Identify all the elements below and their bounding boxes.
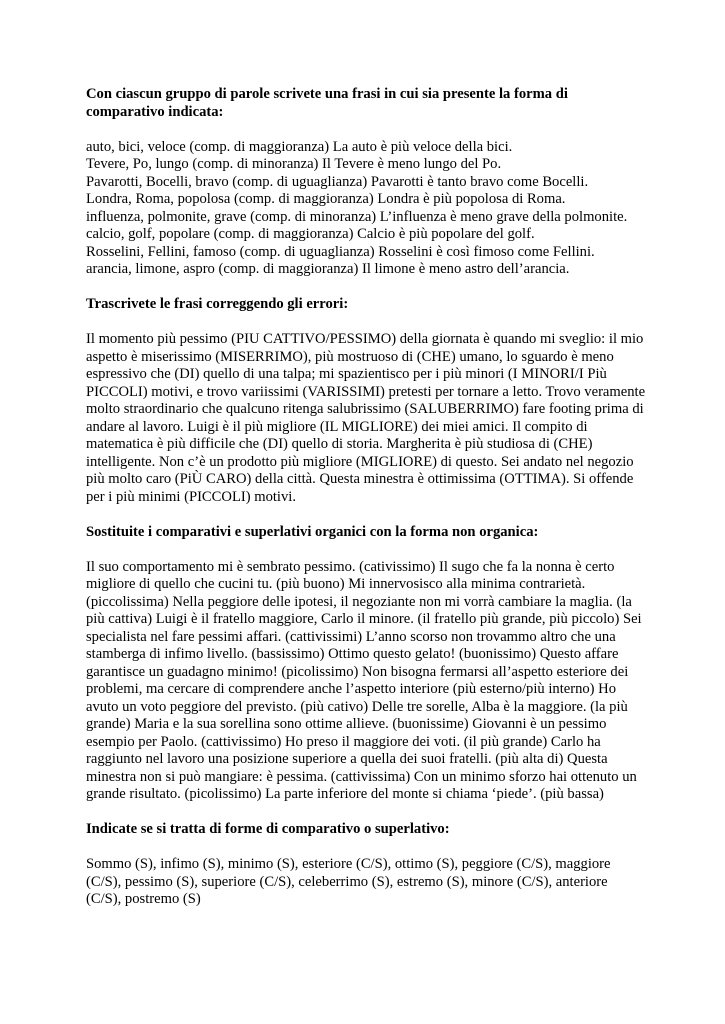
exercise-line: Londra, Roma, popolosa (comp. di maggioranza) Londra è più popolosa di Roma. [86,191,566,207]
exercise-line: Tevere, Po, lungo (comp. di minoranza) Il Tevere è meno lungo del Po. [86,156,502,172]
spacer [86,279,646,297]
spacer [86,314,646,332]
section1-heading: Con ciascun gruppo di parole scrivete una frasi in cui sia presente la forma di comparativo indicata: [86,86,568,120]
document-page [86,86,646,909]
exercise-line: influenza, polmonite, grave (comp. di minoranza) L’influenza è meno grave della polmonite. [86,208,628,225]
exercise-line: auto, bici, veloce (comp. di maggioranza) La auto è più veloce della bici. [86,138,513,155]
exercise-line: Rosselini, Fellini, famoso (comp. di uguaglianza) Rosselini è così fimoso come Fellini. [86,243,595,260]
spacer [86,541,646,559]
exercise-line: arancia, limone, aspro (comp. di maggioranza) Il limone è meno astro dell’arancia. [86,261,570,277]
section3-heading: Sostituite i comparativi e superlativi organici con la forma non organica: [86,523,539,540]
spacer [86,121,646,139]
exercise-line: Pavarotti, Bocelli, bravo (comp. di uguaglianza) Pavarotti è tanto bravo come Bocelli. [86,173,589,190]
exercise-line: calcio, golf, popolare (comp. di maggioranza) Calcio è più popolare del golf. [86,226,535,242]
section2-heading: Trascrivete le frasi correggendo gli errori: [86,296,349,312]
section4-heading: Indicate se si tratta di forme di comparativo o superlativo: [86,821,450,837]
section1-list [86,139,646,279]
section2-paragraph: Il momento più pessimo (PIU CATTIVO/PESSIMO) della giornata è quando mi sveglio: il mio aspetto è miserissimo (MISERRIMO), più mostruoso di (CHE) umano, lo sguardo è meno espressivo che (DI) quello di una talpa; mi spazientisco per i più minori (I MINORI/I Più PICCOLI) motivi, e trovo variissimi (VARISSIMI) pretesti per tornare a letto. Trovo veramente molto straordinario che qualcuno ritenga salubrissimo (SALUBERRIMO) fare footing prima di andare al lavoro. Luigi è il più migliore (IL MIGLIORE) dei miei amici. Il compito di matematica è più difficile che (DI) quello di storia. Margherita è più studiosa di (CHE) intelligente. Non c’è un prodotto più migliore (MIGLIORE) di questo. Sei andato nel negozio più molto caro (PiÙ CARO) della città. Questa minestra è ottimissima (OTTIMA). Si offende per i più minimi (PICCOLI) motivi. [86,331,646,505]
spacer [86,839,646,857]
spacer [86,506,646,524]
spacer [86,804,646,822]
section4-paragraph: Sommo (S), infimo (S), minimo (S), esteriore (C/S), ottimo (S), peggiore (C/S), maggiore (C/S), pessimo (S), superiore (C/S), celeberrimo (S), estremo (S), minore (C/S), anteriore (C/S), postremo (S) [86,856,611,907]
section3-paragraph: Il suo comportamento mi è sembrato pessimo. (cativissimo) Il sugo che fa la nonna è certo migliore di quello che cucini tu. (più buono) Mi innervosisco alla minima contrarietà. (piccolissima) Nella peggiore delle ipotesi, il negoziante non mi vorrà cambiare la maglia. (la più cattiva) Luigi è il fratello maggiore, Carlo il minore. (il fratello più grande, più piccolo) Sei specialista nel fare pessimi affari. (cattivissimi) L’anno scorso non trovammo altro che una stamberga di infimo livello. (bassissimo) Ottimo questo gelato! (buonissimo) Questo affare garantisce un guadagno minimo! (picolissimo) Non bisogna fermarsi all’aspetto esteriore dei problemi, ma cercare di comprendere anche l’aspetto interiore (più esterno/più interno) Ho avuto un voto peggiore del previsto. (più cativo) Delle tre sorelle, Alba è la maggiore. (la più grande) Maria e la sua sorellina sono ottime allieve. (buonissime) Giovanni è un pessimo esempio per Paolo. (cattivissimo) Ho preso il maggiore dei voti. (il più grande) Carlo ha raggiunto nel lavoro una posizione superiore a quella dei suoi fratelli. (più alta di) Questa minestra non si può mangiare: è pessima. (cattivissima) Con un minimo sforzo hai ottenuto un grande risultato. (picolissimo) La parte inferiore del monte si chiama ‘piede’. (più bassa) [86,558,642,802]
